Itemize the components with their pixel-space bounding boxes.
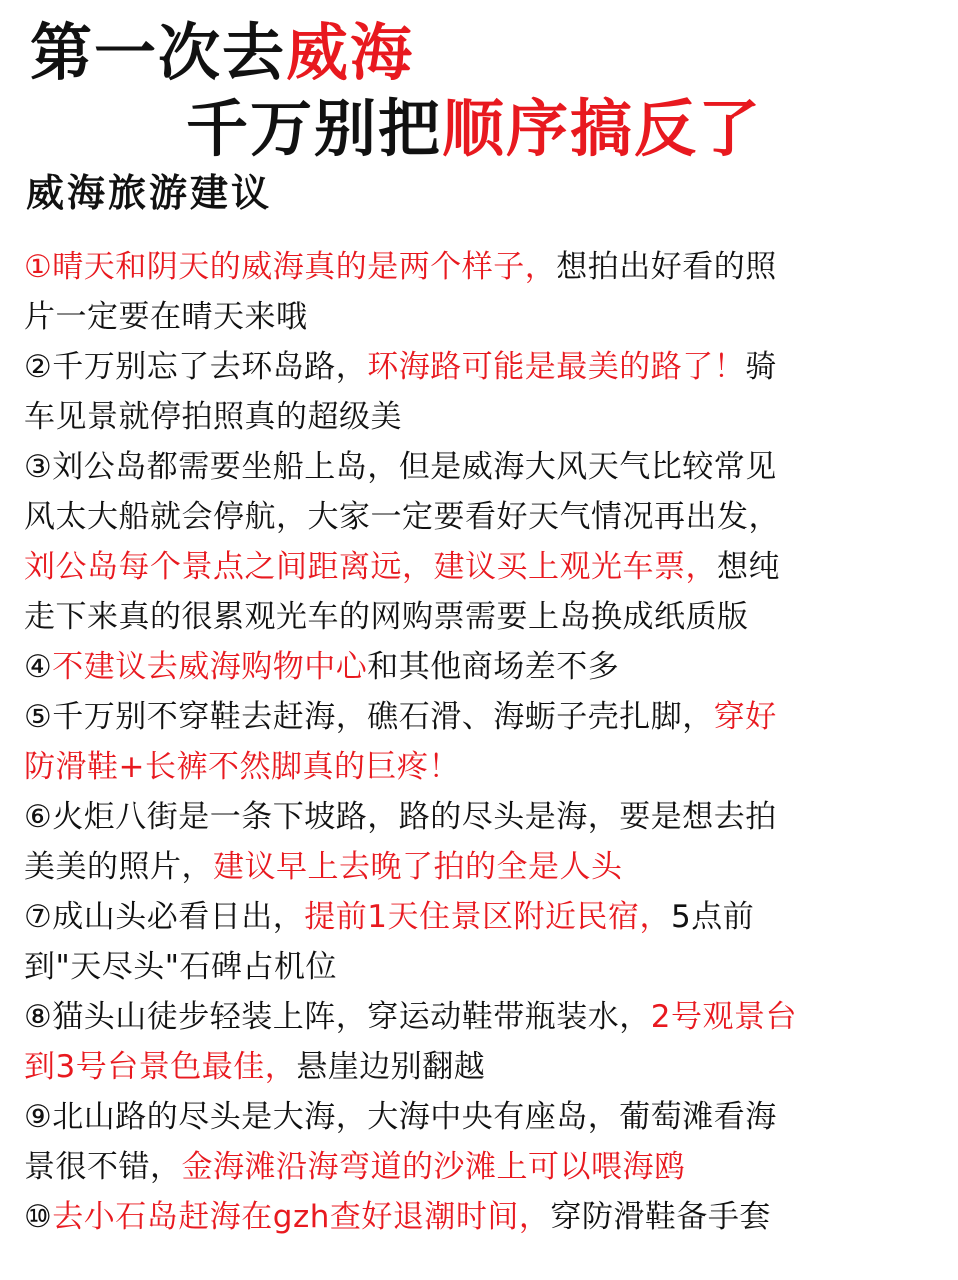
tip-line — [24, 842, 936, 892]
tip-highlight-text: 不建议去威海购物中心 — [52, 649, 368, 685]
tip-line — [24, 692, 936, 742]
tip-text: ②千万别忘了去环岛路， — [24, 349, 368, 385]
tip-line — [24, 592, 936, 642]
tip-text: 车见景就停拍照真的超级美 — [24, 399, 402, 435]
tip-highlight-text: 穿好 — [713, 699, 777, 735]
tip-text: 风太大船就会停航，大家一定要看好天气情况再出发， — [24, 499, 780, 535]
tip-highlight-text: ①晴天和阴天的威海真的是两个样子， — [24, 249, 557, 285]
tip-text: 走下来真的很累观光车的网购票需要上岛换成纸质版 — [24, 599, 749, 635]
tip-text: 片一定要在晴天来哦 — [24, 299, 308, 335]
tip-text: 悬崖边别翻越 — [296, 1049, 486, 1085]
page-title-line-1 — [30, 16, 415, 89]
tip-line — [24, 742, 936, 792]
tip-text: 想拍出好看的照 — [556, 249, 777, 285]
section-heading: 威海旅游建议 — [26, 170, 273, 215]
tip-highlight-text: 去小石岛赶海在gzh查好退潮时间， — [52, 1199, 551, 1235]
tip-line — [24, 892, 936, 942]
tip-line — [24, 992, 936, 1042]
tip-line — [24, 292, 936, 342]
tip-text: ⑤千万别不穿鞋去赶海，礁石滑、海蛎子壳扎脚， — [24, 699, 714, 735]
tip-line — [24, 1042, 936, 1092]
tip-text: 到"天尽头"石碑占机位 — [24, 949, 338, 985]
tip-text: 想纯 — [717, 549, 780, 585]
tip-line — [24, 792, 936, 842]
tip-highlight-text: 刘公岛每个景点之间距离远，建议买上观光车票， — [24, 549, 717, 585]
tip-highlight-text: 到3号台景色最佳， — [24, 1049, 297, 1085]
tip-highlight-text: 防滑鞋+长裤不然脚真的巨疼！ — [24, 749, 460, 785]
tip-highlight-text: 提前1天住景区附近民宿， — [304, 899, 672, 935]
title-line-1-red: 威海 — [286, 16, 415, 89]
tip-line — [24, 442, 936, 492]
tip-text: ③刘公岛都需要坐船上岛，但是威海大风天气比较常见 — [24, 449, 777, 485]
tip-text: ⑥火炬八街是一条下坡路，路的尽头是海，要是想去拍 — [24, 799, 777, 835]
tip-text: 骑 — [745, 349, 777, 385]
page-title-line-2 — [186, 92, 763, 165]
tip-line — [24, 542, 936, 592]
tip-line — [24, 492, 936, 542]
tip-highlight-text: 2号观景台 — [650, 999, 798, 1035]
tip-text: 穿防滑鞋备手套 — [550, 1199, 771, 1235]
tip-line — [24, 1092, 936, 1142]
tip-line — [24, 342, 936, 392]
title-line-2-red: 顺序搞反了 — [442, 92, 763, 165]
tip-text: ⑨北山路的尽头是大海，大海中央有座岛，葡萄滩看海 — [24, 1099, 777, 1135]
tip-highlight-text: 环海路可能是最美的路了！ — [367, 349, 746, 385]
tip-line — [24, 1192, 936, 1242]
tip-text: ⑧猫头山徒步轻装上阵，穿运动鞋带瓶装水， — [24, 999, 651, 1035]
tip-highlight-text: 金海滩沿海弯道的沙滩上可以喂海鸥 — [181, 1149, 686, 1185]
tip-line — [24, 242, 936, 292]
tips-list — [24, 242, 936, 1242]
tip-line — [24, 392, 936, 442]
tip-text: ⑦成山头必看日出， — [24, 899, 305, 935]
tip-line — [24, 1142, 936, 1192]
tip-text: 5点前 — [671, 899, 755, 935]
tip-text: 和其他商场差不多 — [367, 649, 620, 685]
tip-text: ⑩ — [24, 1199, 53, 1235]
tip-highlight-text: 建议早上去晚了拍的全是人头 — [213, 849, 623, 885]
tip-line — [24, 942, 936, 992]
tip-text: ④ — [24, 649, 53, 685]
title-line-1-black: 第一次去 — [30, 16, 287, 89]
tip-text: 美美的照片， — [24, 849, 213, 885]
title-line-2-black: 千万别把 — [186, 92, 443, 165]
tip-text: 景很不错， — [24, 1149, 182, 1185]
tip-line — [24, 642, 936, 692]
